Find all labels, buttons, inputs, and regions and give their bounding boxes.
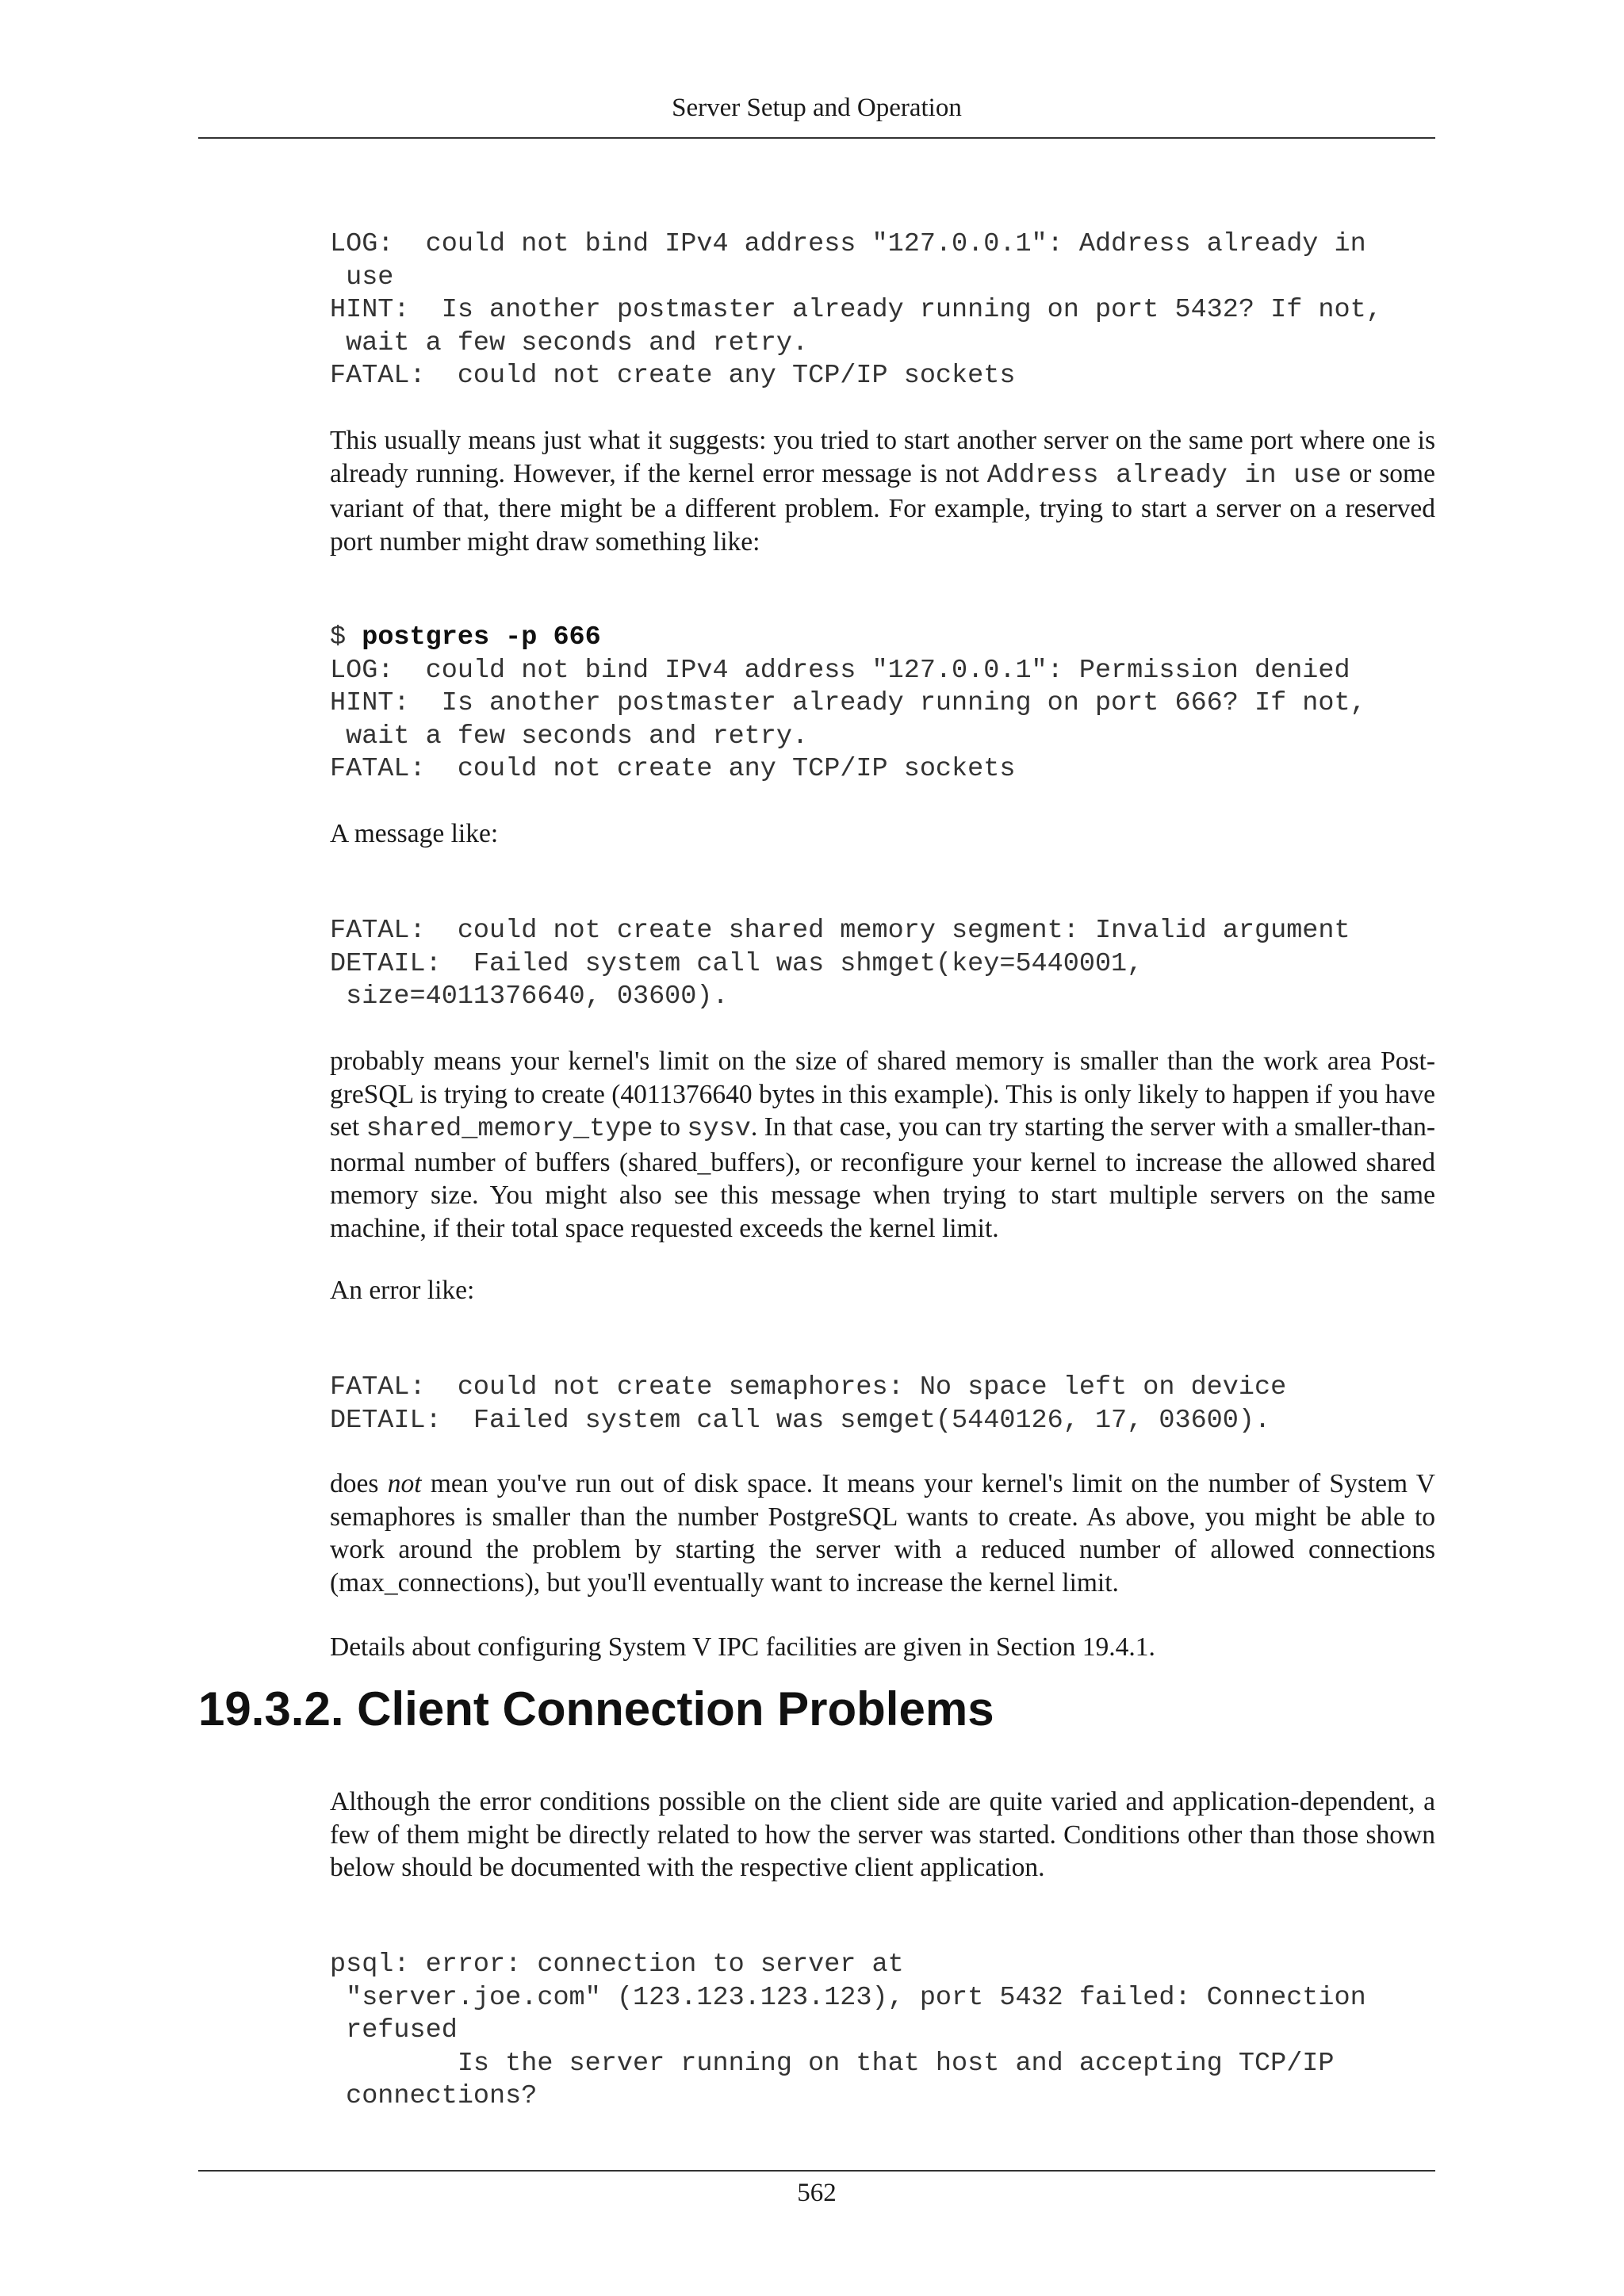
- code-line: FATAL: could not create any TCP/IP sockets: [330, 361, 1016, 391]
- code-line: LOG: could not bind IPv4 address "127.0.0.1": Address already in: [330, 229, 1366, 259]
- code-block-address-in-use: [330, 228, 1382, 393]
- code-block-shared-memory: [330, 915, 1350, 1014]
- code-line: connections?: [330, 2081, 538, 2111]
- paragraph-client-problems: Although the error conditions possible on the client side are quite varied and application-dependent, a few of them might be directly related to how the server was started. Conditions other than those shown below should be documented with the respective client application.: [330, 1787, 1435, 1882]
- text-run: mean you've run out of disk space. It means your kernel's limit on the number of System V semaphores is smaller than the number PostgreSQL wants to create. As above, you might be able to work around the problem by starting the server with a reduced number of allowed connections (max_connections), but you'll eventually want to increase the kernel limit.: [330, 1469, 1435, 1598]
- code-line: Is the server running on that host and accepting TCP/IP: [330, 2048, 1335, 2079]
- inline-code: Address already in use: [986, 460, 1342, 491]
- paragraph-error-like: An error like:: [330, 1276, 475, 1305]
- paragraph-ipc-details: Details about configuring System V IPC facilities are given in Section 19.4.1.: [330, 1632, 1155, 1662]
- code-line: psql: error: connection to server at: [330, 1950, 904, 1980]
- page-number: 562: [797, 2179, 837, 2207]
- text-run: probably means your kernel's limit on the size of shared memory is smaller than the work area PostgreSQL is trying to create (4011376640 bytes in this example). This is only likely to happen if you have set: [330, 1047, 1435, 1142]
- code-block-semaphores: [330, 1372, 1286, 1437]
- code-line: DETAIL: Failed system call was semget(5440126, 17, 03600).: [330, 1405, 1271, 1436]
- shell-command: postgres -p 666: [362, 622, 601, 652]
- emphasis: not: [387, 1469, 422, 1498]
- code-line: "server.joe.com" (123.123.123.123), port 5432 failed: Connection: [330, 1982, 1366, 2013]
- text-run: does: [330, 1469, 388, 1498]
- code-line: refused: [330, 2015, 458, 2045]
- text-run: or some variant of that, there might be a different problem. For example, trying to start a server on a reserved port number might draw something like:: [330, 458, 1435, 557]
- header-rule: [198, 137, 1435, 139]
- code-block-connection-refused: [330, 1949, 1366, 2114]
- shell-prompt: $: [330, 622, 362, 652]
- running-header: Server Setup and Operation: [672, 94, 962, 122]
- code-line: FATAL: could not create any TCP/IP sockets: [330, 754, 1016, 784]
- text-run: to: [653, 1112, 688, 1142]
- code-line: HINT: Is another postmaster already running on port 666? If not,: [330, 688, 1366, 718]
- code-block-permission-denied: [330, 622, 1366, 786]
- code-line: wait a few seconds and retry.: [330, 327, 809, 358]
- code-line: wait a few seconds and retry.: [330, 721, 809, 752]
- inline-code: sysv: [687, 1114, 751, 1144]
- code-line: use: [330, 262, 394, 293]
- inline-code: shared_memory_type: [366, 1114, 653, 1144]
- code-line: FATAL: could not create semaphores: No space left on device: [330, 1372, 1287, 1402]
- paragraph-message-like: A message like:: [330, 819, 499, 848]
- code-line: LOG: could not bind IPv4 address "127.0.0.1": Permission denied: [330, 655, 1350, 686]
- text-run: . In that case, you can try starting the server with a smaller-than-normal number of buffers (shared_buffers), or reconfigure your kernel to increase the allowed shared memory size. You might also see this message when trying to start multiple servers on the same machine, if their total space requested exceeds the kernel limit.: [330, 1112, 1435, 1243]
- section-heading: 19.3.2. Client Connection Problems: [198, 1682, 994, 1735]
- paragraph-shared-memory-explanation: [330, 1045, 1435, 1245]
- footer-rule: [198, 2170, 1435, 2172]
- code-line: HINT: Is another postmaster already running on port 5432? If not,: [330, 295, 1382, 325]
- code-line: DETAIL: Failed system call was shmget(key=5440001,: [330, 948, 1143, 979]
- paragraph-port-explanation: [330, 424, 1435, 558]
- text-run: This usually means just what it suggests: you tried to start another server on the same port where one is already running. However, if the kernel error message is not: [330, 426, 1435, 488]
- paragraph-semaphores-explanation: [330, 1468, 1435, 1599]
- code-line: FATAL: could not create shared memory segment: Invalid argument: [330, 916, 1350, 946]
- code-line: size=4011376640, 03600).: [330, 982, 729, 1012]
